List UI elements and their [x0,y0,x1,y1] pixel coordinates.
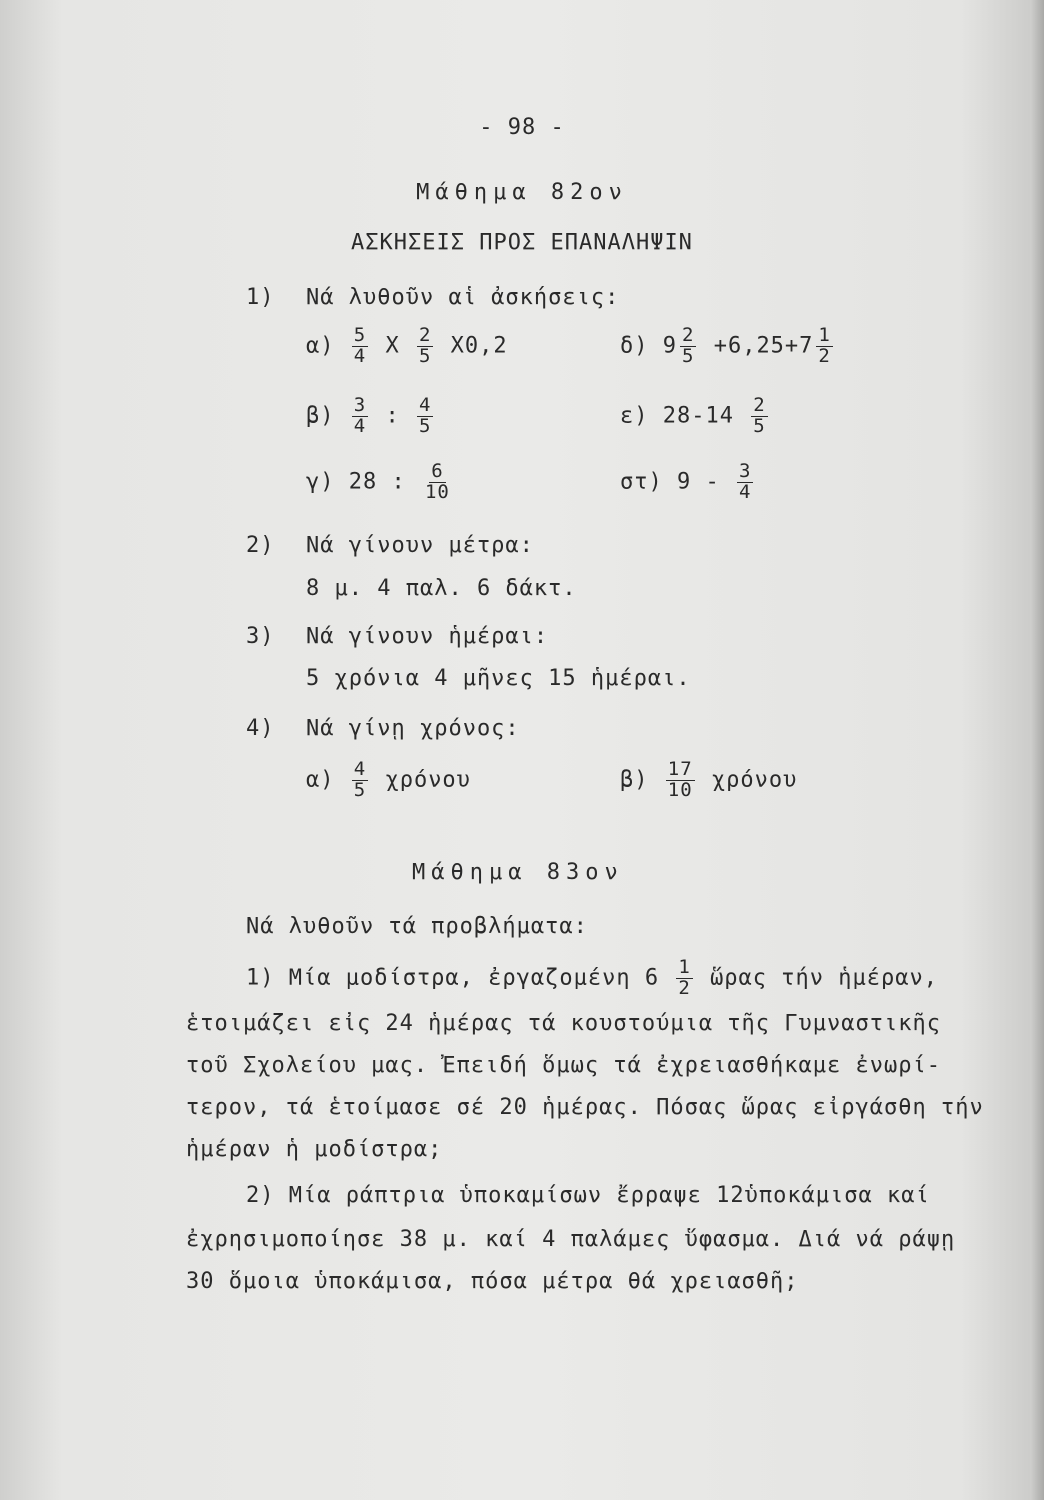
problem1-line5: ἡμέραν ἡ μοδίστρα; [186,1137,443,1162]
problem2-line2: ἐχρησιμοποίησε 38 μ. καί 4 παλάμες ὕφασμα. Διά νά ράψῃ [186,1227,956,1252]
exercise1-b: β) $\frac{3}{4}$ : $\frac{4}{5}$ [306,394,432,437]
page-edge-shadow [1030,0,1044,1500]
label: α) [306,333,335,359]
problem2-line1: 2) Μία ράπτρια ὑποκαμίσων ἔρραψε 12ὑποκάμισα καί [246,1183,930,1208]
fraction: $\frac{1}{2}$ [678,956,691,999]
problem1-line3: τοῦ Σχολείου μας. Ἐπειδή ὅμως τά ἐχρειασθήκαμε ἐνωρί- [186,1053,941,1078]
fraction: $\frac{2}{5}$ [418,324,432,367]
fraction: $\frac{1}{2}$ [818,324,831,367]
exercise1-instruction: Νά λυθοῦν αἱ ἀσκήσεις: [306,285,620,310]
exercise4-a: α) $\frac{4}{5}$ χρόνου [306,758,471,801]
problem2-body [186,1222,955,1300]
fraction: $\frac{5}{4}$ [353,324,367,367]
exercise1-c: γ) 28 : $\frac{6}{10}$ [306,460,450,503]
fraction: $\frac{3}{4}$ [353,394,367,437]
fraction: $\frac{4}{5}$ [418,394,432,437]
problem2-first [246,1178,930,1214]
fraction: $\frac{2}{5}$ [682,324,695,367]
exercise3-number: 3) [246,624,275,649]
exercise2-instruction: Νά γίνουν μέτρα: [306,533,534,558]
problem1-line1: 1) Μία μοδίστρα, ἐργαζομένη 6 $\frac{1}{2}$ ὥρας τήν ἡμέραν, [246,956,938,999]
problem1-line4: τερον, τά ἑτοίμασε σέ 20 ἡμέρας. Πόσας ὥρας εἰργάσθη τήν [186,1095,984,1120]
exercise1-d: δ) 9 $\frac{2}{5}$ +6,25+7 $\frac{1}{2}$ [620,324,831,367]
fraction: $\frac{6}{10}$ [424,460,450,503]
exercise3-instruction: Νά γίνουν ἡμέραι: [306,624,549,649]
lesson83-intro: Νά λυθοῦν τά προβλήματα: [246,914,588,939]
problem1 [246,958,938,999]
exercise4-number: 4) [246,716,275,741]
exercise1-number: 1) [246,285,275,310]
exercise2-value: 8 μ. 4 παλ. 6 δάκτ. [306,576,577,601]
exercise4-instruction: Νά γίνῃ χρόνος: [306,716,520,741]
fraction: $\frac{2}{5}$ [753,394,766,437]
fraction: $\frac{3}{4}$ [739,460,752,503]
lesson82-title: Μάθημα 82ον [416,180,628,205]
lesson83-title: Μάθημα 83ον [412,860,624,885]
problem1-line2: ἑτοιμάζει εἰς 24 ἡμέρας τά κουστούμια τῆς Γυμναστικῆς [186,1011,941,1036]
exercise3-value: 5 χρόνια 4 μῆνες 15 ἡμέραι. [306,666,691,691]
page-number: - 98 - [479,115,565,140]
exercise1-e: ε) 28-14 $\frac{2}{5}$ [620,394,766,437]
fraction: $\frac{4}{5}$ [353,758,367,801]
lesson82-heading: ΑΣΚΗΣΕΙΣ ΠΡΟΣ ΕΠΑΝΑΛΗΨΙΝ [351,230,693,255]
exercise4-b: β) $\frac{17}{10}$ χρόνου [620,758,798,801]
problem1-body [186,1006,984,1168]
exercise1-f: στ) 9 - $\frac{3}{4}$ [620,460,752,503]
problem2-line3: 30 ὅμοια ὑποκάμισα, πόσα μέτρα θά χρειασθῆ; [186,1269,799,1294]
fraction: $\frac{17}{10}$ [667,758,693,801]
exercise1-a: α) $\frac{5}{4}$ X $\frac{2}{5}$ X0,2 [306,324,508,367]
exercise2-number: 2) [246,533,275,558]
